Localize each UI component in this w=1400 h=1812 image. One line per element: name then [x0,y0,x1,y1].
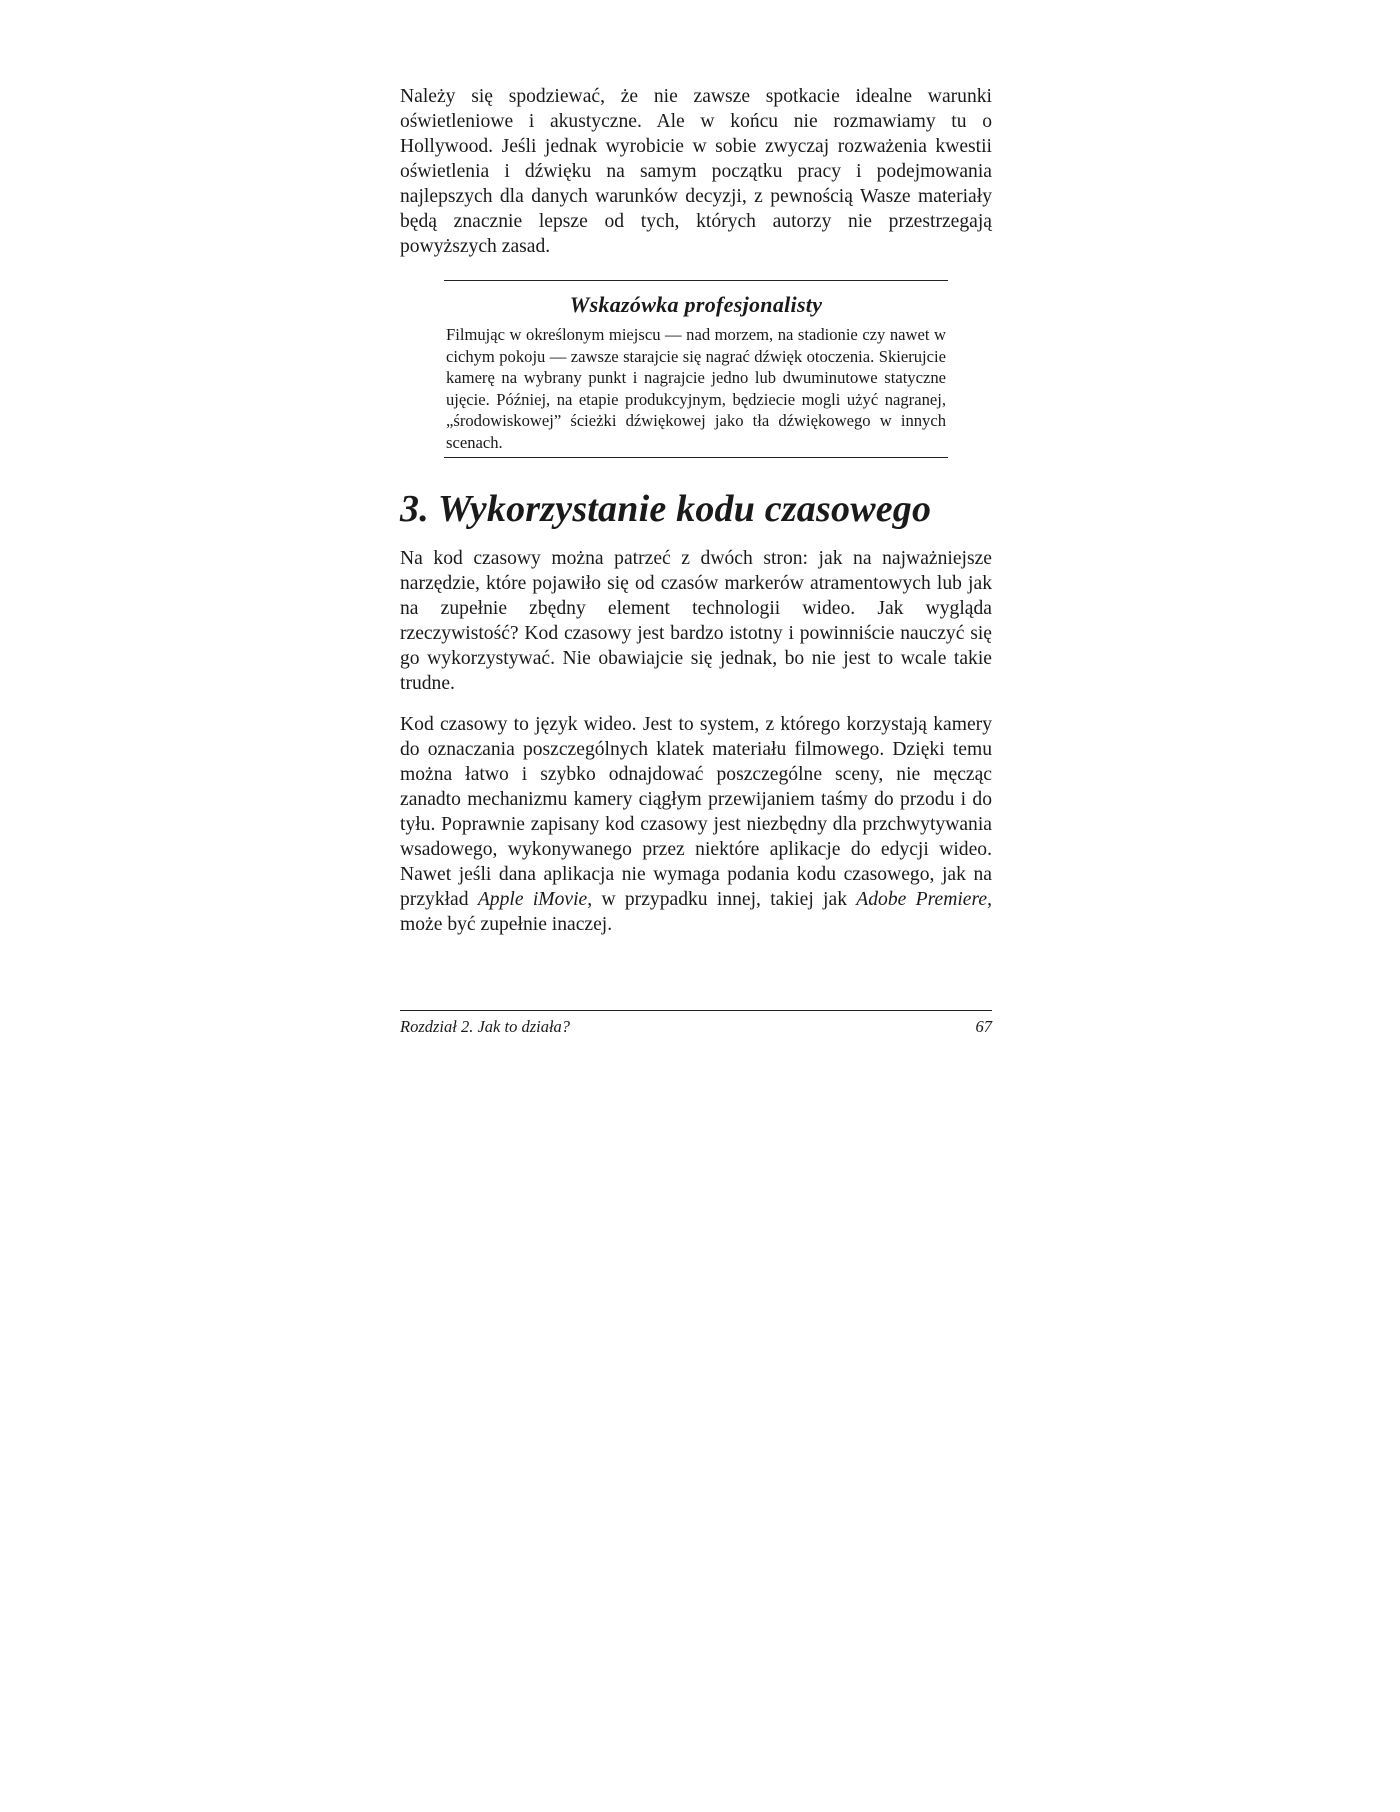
pro-tip-box [444,280,948,458]
footer-chapter: Rozdział 2. Jak to działa? [400,1017,571,1036]
section-heading: 3. Wykorzystanie kodu czasowego [400,488,932,530]
pro-tip-text: Filmując w określonym miejscu — nad morzem, na stadionie czy nawet w cichym pokoju — zawsze starajcie się nagrać dźwięk otoczenia. Skierujcie kamerę na wybrany punkt i nagrajcie jedno lub dwuminutowe statyczne ujęcie. Później, na etapie produkcyjnym, będziecie mogli użyć nagranej, „środowiskowej” ścieżki dźwiękowej jako tła dźwiękowego w innych scenach. [446,325,946,452]
page-content [400,84,992,937]
paragraph-2-text-c: , może być zupełnie inaczej. [400,889,992,935]
page-footer [400,1010,992,1037]
section-paragraph-2 [400,712,992,937]
paragraph-2-text-a: Kod czasowy to język wideo. Jest to system, z którego korzystają kamery do oznaczania poszczególnych klatek materiału filmowego. Dzięki temu można łatwo i szybko odnajdować poszczególne sceny, nie męcząc zanadto mechanizmu kamery ciągłym przewijaniem taśmy do przodu i do tyłu. Poprawnie zapisany kod czasowy jest niezbędny dla przchwytywania wsadowego, wykonywanego przez niektóre aplikacje do edycji wideo. Nawet jeśli dana aplikacja nie wymaga podania kodu czasowego, jak na przykład [400,714,992,910]
paragraph-2-text-b: , w przypadku innej, takiej jak [587,889,857,910]
footer-page-number: 67 [975,1017,992,1036]
intro-paragraph: Należy się spodziewać, że nie zawsze spotkacie idealne warunki oświetleniowe i akustyczne. Ale w końcu nie rozmawiamy tu o Hollywood. Jeśli jednak wyrobicie w sobie zwyczaj rozważenia kwestii oświetlenia i dźwięku na samym początku pracy i podejmowania najlepszych dla danych warunków decyzji, z pewnością Wasze materiały będą znacznie lepsze od tych, których autorzy nie przestrzegają powyższych zasad. [400,86,992,257]
software-name-premiere: Adobe Premiere [856,889,988,910]
section-paragraph-1: Na kod czasowy można patrzeć z dwóch stron: jak na najważniejsze narzędzie, które pojawiło się od czasów markerów atramentowych lub jak na zupełnie zbędny element technologii wideo. Jak wygląda rzeczywistość? Kod czasowy jest bardzo istotny i powinniście nauczyć się go wykorzystywać. Nie obawiajcie się jednak, bo nie jest to wcale takie trudne. [400,548,992,694]
software-name-imovie: Apple iMovie [477,889,588,910]
pro-tip-title: Wskazówka profesjonalisty [569,292,823,317]
